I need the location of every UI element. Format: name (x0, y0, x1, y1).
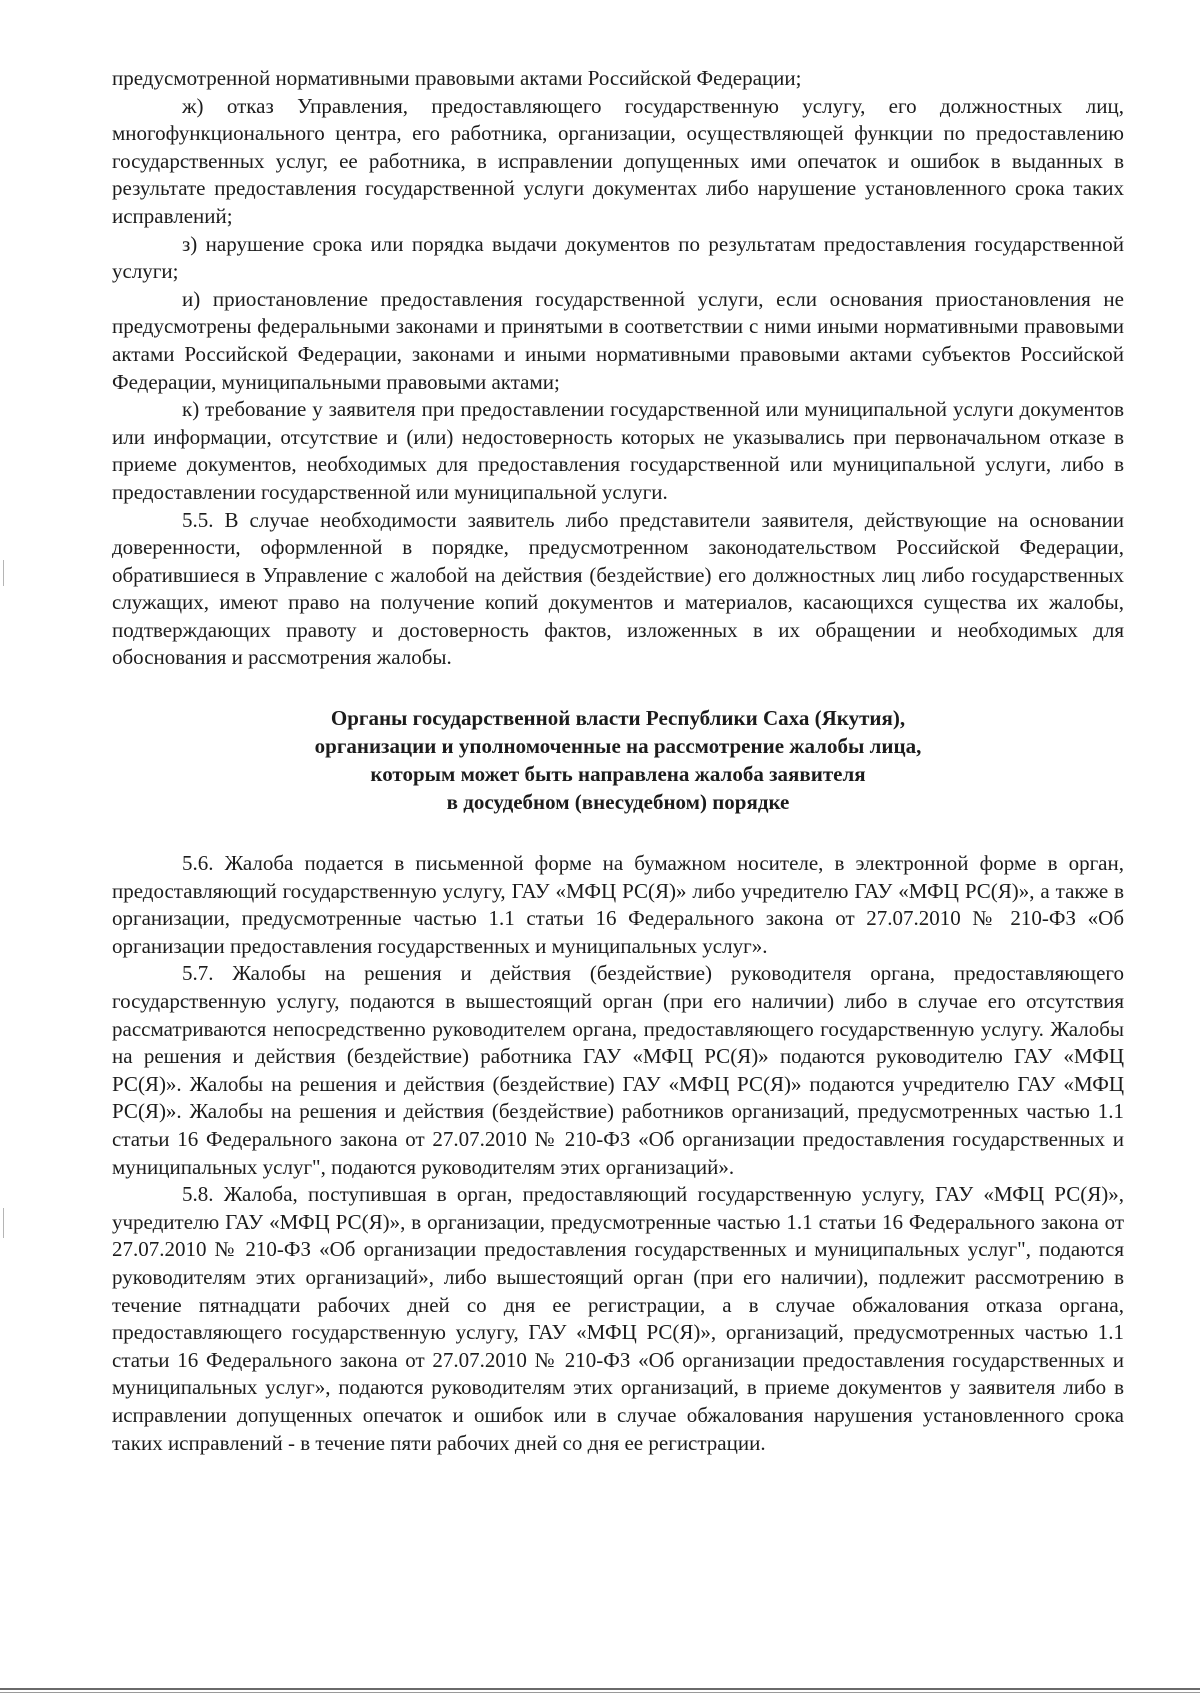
section-top (112, 65, 1124, 672)
paragraph-5-6: 5.6. Жалоба подается в письменной форме на бумажном носителе, в электронной форме в орган, предоставляющий государственную услугу, ГАУ «МФЦ РС(Я)» либо учредителю ГАУ «МФЦ РС(Я)», а также в организации, предусмотренные частью 1.1 статьи 16 Федерального закона от 27.07.2010 № 210-ФЗ «Об организации предоставления государственных и муниципальных услуг». (112, 851, 1124, 958)
paragraph-5-5: 5.5. В случае необходимости заявитель либо представители заявителя, действующие на основании доверенности, оформленной в порядке, предусмотренном законодательством Российской Федерации, обратившиеся в Управление с жалобой на действия (бездействие) его должностных лиц либо государственных служащих, имеют право на получение копий документов и материалов, касающихся существа их жалобы, подтверждающих правоту и достоверность фактов, изложенных в их обращении и необходимых для обоснования и рассмотрения жалобы. (112, 507, 1124, 670)
paragraph-item-k: к) требование у заявителя при предоставлении государственной или муниципальной услуги документов или информации, отсутствие и (или) недостоверность которых не указывались при первоначальном отказе в приеме документов, необходимых для предоставления государственной или муниципальной услуги, либо в предоставлении государственной или муниципальной услуги. (112, 397, 1124, 504)
document-page (112, 65, 1124, 1457)
paragraph-continuation: предусмотренной нормативными правовыми актами Российской Федерации; (112, 66, 802, 90)
heading-line: в досудебном (внесудебном) порядке (446, 790, 790, 815)
paragraph-item-z: з) нарушение срока или порядка выдачи документов по результатам предоставления государственной услуги; (112, 231, 1124, 284)
paragraph-item-i: и) приостановление предоставления государственной услуги, если основания приостановления не предусмотрены федеральными законами и принятыми в соответствии с ними иными нормативными правовыми актами Российской Федерации, законами и иными нормативными правовыми актами субъектов Российской Федерации, муниципальными правовыми актами; (112, 286, 1124, 394)
section-heading (112, 704, 1124, 816)
heading-line: организации и уполномоченные на рассмотрение жалобы лица, (314, 734, 922, 759)
heading-line: Органы государственной власти Республики Саха (Якутия), (330, 706, 906, 731)
paragraph-5-7: 5.7. Жалобы на решения и действия (бездействие) руководителя органа, предоставляющего государственную услугу, подаются в вышестоящий орган (при его наличии) либо в случае его отсутствия рассматриваются непосредственно руководителем органа, предоставляющего государственную услугу. Жалобы на решения и действия (бездействие) работника ГАУ «МФЦ РС(Я)» подаются руководителю ГАУ «МФЦ РС(Я)». Жалобы на решения и действия (бездействие) ГАУ «МФЦ РС(Я)» подаются учредителю ГАУ «МФЦ РС(Я)». Жалобы на решения и действия (бездействие) работников организаций, предусмотренных частью 1.1 статьи 16 Федерального закона от 27.07.2010 № 210-ФЗ «Об организации предоставления государственных и муниципальных услуг", подаются руководителям этих организаций». (112, 961, 1124, 1179)
scan-border-line (0, 1692, 1200, 1693)
section-bottom (112, 850, 1124, 1457)
scan-border-line (0, 1688, 1200, 1690)
heading-line: которым может быть направлена жалоба заявителя (370, 762, 866, 787)
paragraph-5-8: 5.8. Жалоба, поступившая в орган, предоставляющий государственную услугу, ГАУ «МФЦ РС(Я)», учредителю ГАУ «МФЦ РС(Я)», в организации, предусмотренные частью 1.1 статьи 16 Федерального закона от 27.07.2010 № 210-ФЗ «Об организации предоставления государственных и муниципальных услуг", подаются руководителям этих организаций», либо вышестоящий орган (при его наличии), подлежит рассмотрению в течение пятнадцати рабочих дней со дня ее регистрации, а в случае обжалования отказа органа, предоставляющего государственную услугу, ГАУ «МФЦ РС(Я)», организаций, предусмотренных частью 1.1 статьи 16 Федерального закона от 27.07.2010 № 210-ФЗ «Об организации предоставления государственных и муниципальных услуг», подаются руководителям этих организаций, в приеме документов у заявителя либо в исправлении допущенных опечаток и ошибок или в случае обжалования нарушения установленного срока таких исправлений - в течение пяти рабочих дней со дня ее регистрации. (112, 1182, 1124, 1455)
scan-edge-mark (3, 560, 4, 586)
scan-edge-mark (3, 1208, 4, 1238)
paragraph-item-zh: ж) отказ Управления, предоставляющего государственную услугу, его должностных лиц, многофункционального центра, его работника, организации, осуществляющей функции по предоставлению государственных услуг, ее работника, в исправлении допущенных ими опечаток и ошибок в выданных в результате предоставления государственной услуги документах либо нарушение установленного срока таких исправлений; (112, 93, 1124, 228)
